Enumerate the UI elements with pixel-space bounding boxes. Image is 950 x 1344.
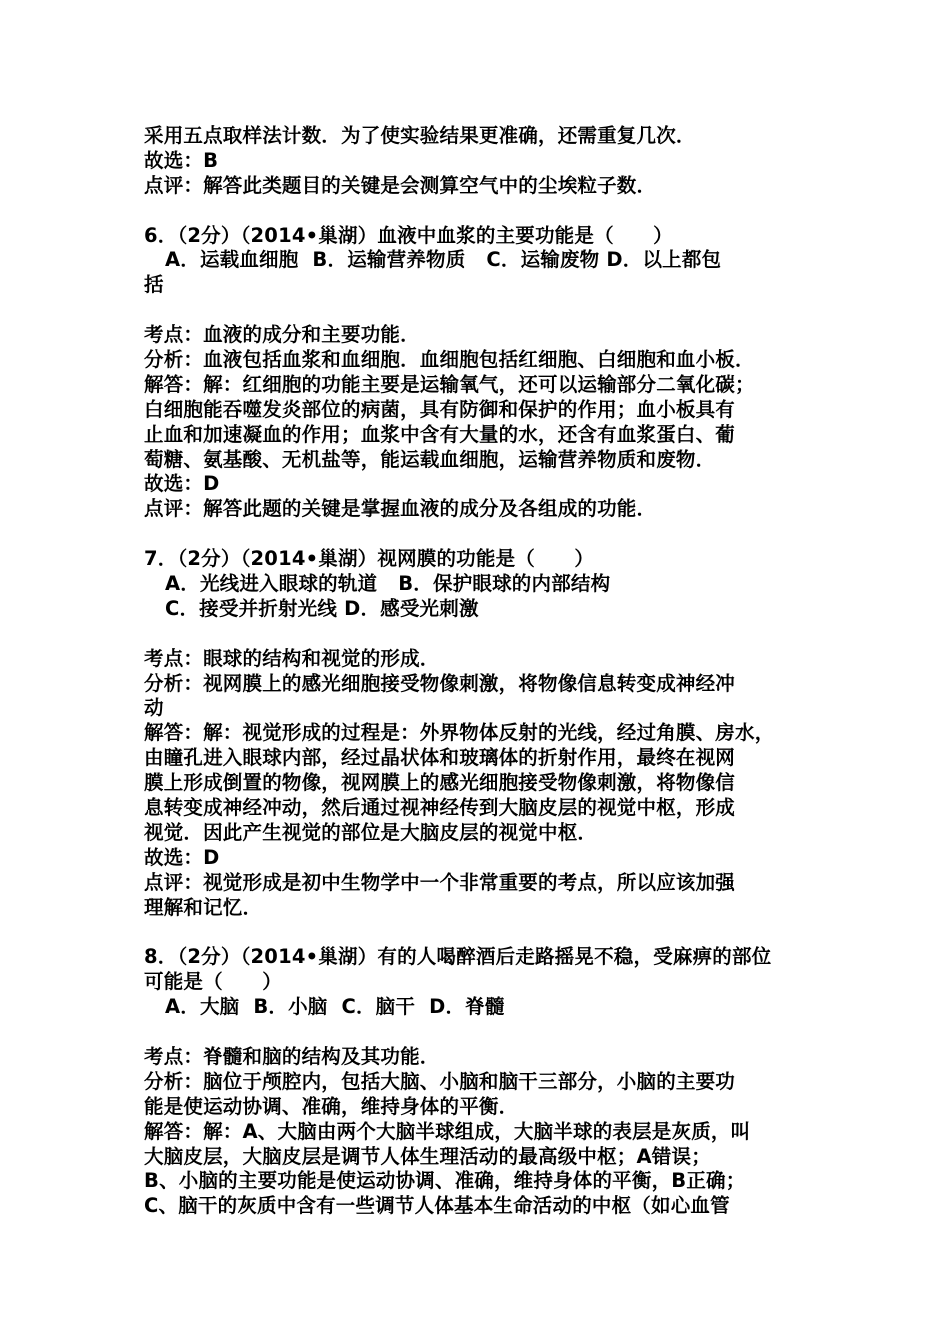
text-line: 分析：脑位于颅腔内，包括大脑、小脑和脑干三部分，小脑的主要功 [144, 1069, 736, 1093]
text-line: 解答：解：A、大脑由两个大脑半球组成，大脑半球的表层是灰质，叫 [144, 1119, 751, 1143]
text-line: 视觉．因此产生视觉的部位是大脑皮层的视觉中枢． [144, 820, 598, 844]
text-line: 采用五点取样法计数．为了使实验结果更准确，还需重复几次． [144, 124, 696, 147]
text-line: 萄糖、氨基酸、无机盐等，能运载血细胞，运输营养物质和废物． [144, 447, 716, 471]
text-line: 白细胞能吞噬发炎部位的病菌，具有防御和保护的作用；血小板具有 [144, 397, 736, 421]
blank-line [144, 1020, 844, 1045]
text-line: 膜上形成倒置的物像，视网膜上的感光细胞接受物像刺激，将物像信 [144, 771, 736, 795]
text-line: 可能是（ ） [144, 970, 282, 994]
text-line: 大脑皮层，大脑皮层是调节人体生理活动的最高级中枢；A错误； [144, 1144, 711, 1168]
text-line: 6．（2分）（2014•巢湖）血液中血浆的主要功能是（ ） [144, 223, 673, 247]
text-line: 考点：脊髓和脑的结构及其功能． [144, 1044, 440, 1068]
text-line: 能是使运动协调、准确，维持身体的平衡． [144, 1094, 519, 1118]
blank-line [144, 522, 844, 547]
blank-line [144, 199, 844, 224]
text-line: 括 [144, 273, 164, 297]
blank-line [144, 622, 844, 647]
text-line: 7．（2分）（2014•巢湖）视网膜的功能是（ ） [144, 547, 595, 571]
text-line: 点评：解答此类题目的关键是会测算空气中的尘埃粒子数． [144, 173, 657, 197]
text-line: 解答：解：红细胞的功能主要是运输氧气，还可以运输部分二氧化碳； [144, 372, 755, 396]
text-line: 理解和记忆． [144, 895, 263, 919]
text-line: C．接受并折射光线 D．感受光刺激 [144, 596, 479, 620]
text-line: 分析：血液包括血浆和血细胞．血细胞包括红细胞、白细胞和血小板． [144, 348, 755, 372]
text-line: A．运载血细胞 B．运输营养物质 C．运输废物 D．以上都包 [144, 248, 722, 272]
text-line: 止血和加速凝血的作用；血浆中含有大量的水，还含有血浆蛋白、葡 [144, 422, 736, 446]
text-line: A．大脑 B．小脑 C．脑干 D．脊髓 [144, 995, 505, 1019]
text-line: 8．（2分）（2014•巢湖）有的人喝醉酒后走路摇晃不稳，受麻痹的部位 [144, 945, 772, 969]
text-line: A．光线进入眼球的轨道 B．保护眼球的内部结构 [144, 572, 611, 596]
text-line: B、小脑的主要功能是使运动协调、准确，维持身体的平衡，B正确； [144, 1169, 746, 1193]
text-line: 点评：视觉形成是初中生物学中一个非常重要的考点，所以应该加强 [144, 870, 736, 894]
text-line: C、脑干的灰质中含有一些调节人体基本生命活动的中枢（如心血管 [144, 1194, 730, 1218]
document-page [144, 124, 844, 1219]
text-line: 考点：血液的成分和主要功能． [144, 323, 420, 347]
text-line: 由瞳孔进入眼球内部，经过晶状体和玻璃体的折射作用，最终在视网 [144, 746, 736, 770]
text-line: 故选：D [144, 845, 220, 869]
text-line: 故选：B [144, 148, 219, 172]
text-line: 解答：解：视觉形成的过程是：外界物体反射的光线，经过角膜、房水， [144, 721, 775, 745]
text-line: 点评：解答此题的关键是掌握血液的成分及各组成的功能． [144, 497, 657, 521]
text-line: 息转变成神经冲动，然后通过视神经传到大脑皮层的视觉中枢，形成 [144, 796, 736, 820]
text-line: 故选：D [144, 472, 220, 496]
blank-line [144, 921, 844, 946]
text-line: 分析：视网膜上的感光细胞接受物像刺激，将物像信息转变成神经冲 [144, 671, 736, 695]
blank-line [144, 298, 844, 323]
text-line: 动 [144, 696, 164, 720]
text-line: 考点：眼球的结构和视觉的形成． [144, 646, 440, 670]
